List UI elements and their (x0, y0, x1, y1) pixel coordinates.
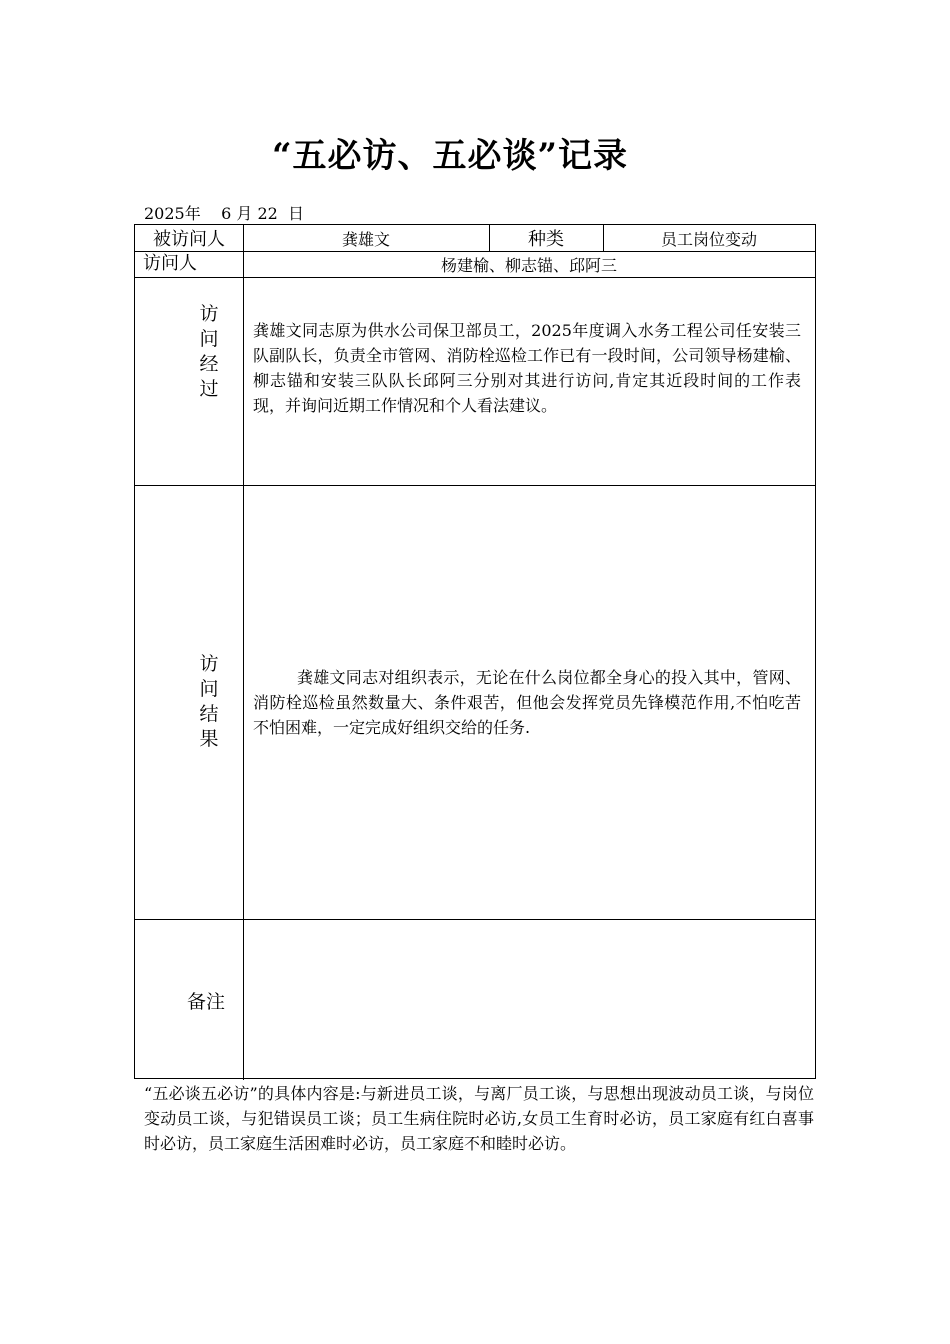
process-label-char: 经 (199, 353, 219, 375)
date-month-unit: 月 (236, 204, 253, 223)
visit-record-form (134, 224, 816, 1079)
result-label-char: 访 (199, 653, 219, 675)
result-label-char: 结 (199, 703, 219, 725)
date-line (144, 201, 304, 224)
date-day-unit: 日 (288, 204, 305, 223)
result-text: 龚雄文同志对组织表示，无论在什么岗位都全身心的投入其中，管网、消防栓巡检虽然数量大、条件艰苦，但他会发挥党员先锋模范作用,不怕吃苦不怕困难，一定完成好组织交给的任务. (253, 668, 801, 737)
visitor-label: 访问人 (143, 253, 197, 274)
remarks-label: 备注 (187, 991, 226, 1013)
date-year-unit: 年 (184, 204, 201, 223)
process-text: 龚雄文同志原为供水公司保卫部员工，2025年度调入水务工程公司任安装三队副队长，负责全市管网、消防栓巡检工作已有一段时间，公司领导杨建榆、柳志锚和安装三队队长邱阿三分别对其进行访问,肯定其近段时间的工作表现，并询问近期工作情况和个人看法建议。 (253, 321, 801, 415)
date-year: 2025 (144, 204, 185, 223)
page-title: “五必访、五必谈”记录 (271, 136, 629, 176)
date-month: 6 (221, 204, 232, 223)
visitor-value: 杨建榆、柳志锚、邱阿三 (440, 255, 617, 275)
visited-person-value: 龚雄文 (341, 229, 390, 249)
process-label-char: 访 (199, 303, 219, 325)
category-label: 种类 (528, 229, 564, 250)
process-label-char: 问 (199, 328, 219, 350)
remarks-value (243, 919, 815, 1077)
result-label-char: 果 (199, 728, 219, 750)
row-divider (135, 485, 815, 486)
category-value: 员工岗位变动 (660, 229, 757, 249)
result-label-char: 问 (199, 678, 219, 700)
visited-person-label: 被访问人 (153, 229, 225, 250)
date-day: 22 (257, 204, 278, 223)
footnote: “五必谈五必访”的具体内容是:与新进员工谈，与离厂员工谈，与思想出现波动员工谈，与岗位变动员工谈，与犯错误员工谈；员工生病住院时必访,女员工生育时必访，员工家庭有红白喜事时必访，员工家庭生活困难时必访，员工家庭不和睦时必访。 (144, 1084, 814, 1153)
process-label-char: 过 (199, 378, 219, 400)
